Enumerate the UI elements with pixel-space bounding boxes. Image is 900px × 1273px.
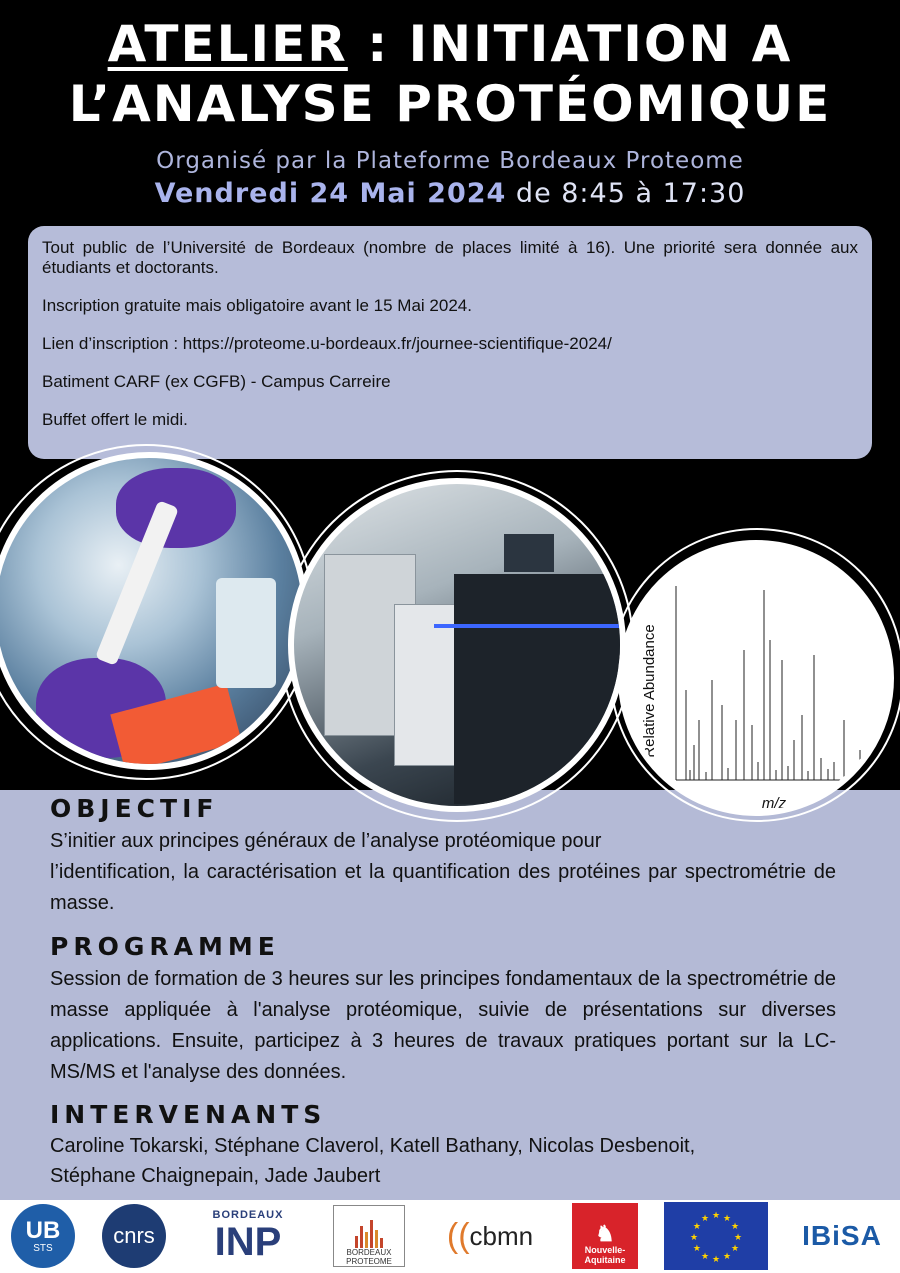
instrument-shape — [454, 574, 626, 804]
info-box — [28, 226, 872, 459]
intervenants-line1: Caroline Tokarski, Stéphane Claverol, Katell Bathany, Nicolas Desbenoit, — [50, 1135, 696, 1157]
spectrum-chart — [624, 546, 888, 810]
title-rest: : INITIATION A — [347, 15, 793, 73]
ub-logo-text: UB — [25, 1216, 61, 1244]
bottle-shape — [216, 578, 276, 688]
monitor-shape — [504, 534, 554, 572]
mass-spectrum-image — [618, 540, 894, 816]
nouvelle-aquitaine-logo — [572, 1204, 638, 1268]
eu-star-icon: ★ — [711, 1211, 721, 1221]
spectrum-axes — [676, 586, 886, 780]
eu-star-icon: ★ — [722, 1252, 732, 1263]
objectif-section — [50, 794, 836, 919]
bordeaux-inp-logo — [198, 1204, 298, 1268]
inp-top-text: BORDEAUX — [212, 1209, 284, 1221]
spectrum-xlabel: m/z — [761, 795, 787, 810]
ub-logo-sub: STS — [33, 1242, 53, 1254]
lab-pipette-photo — [0, 452, 308, 770]
eu-star-icon: ★ — [692, 1222, 701, 1232]
event-time: de 8:45 à 17:30 — [506, 178, 746, 209]
intervenants-section — [50, 1100, 836, 1191]
ub-logo — [8, 1204, 78, 1268]
info-link[interactable]: Lien d’inscription : https://proteome.u-bordeaux.fr/journee-scientifique-2024/ — [42, 334, 612, 353]
mass-spectrometer-photo — [288, 478, 626, 812]
info-audience: Tout public de l’Université de Bordeaux (nombre de places limité à 16). Une priorité sera donnée aux étudiants et doctorants. — [42, 238, 858, 277]
cbmn-bracket-icon: (( — [446, 1217, 470, 1255]
bordeaux-proteome-logo — [330, 1204, 408, 1268]
programme-text: Session de formation de 3 heures sur les principes fondamentaux de la spectrométrie de masse appliquée à l'analyse protéomique, suivie de présentations sur diverses applications. Ensuite, participez à 3 heures de travaux pratiques portant sur la LC-MS/MS et l'analyse des données. — [50, 968, 836, 1083]
title-line2: L’ANALYSE PROTÉOMIQUE — [68, 75, 832, 133]
spectrum-peaks — [686, 590, 880, 780]
eu-star-icon: ★ — [700, 1213, 710, 1224]
eu-star-icon: ★ — [731, 1222, 740, 1232]
proteome-text2: PROTEOME — [346, 1257, 392, 1266]
programme-section — [50, 932, 836, 1088]
objectif-line2: l’identification, la caractérisation et la quantification des protéines par spectrométrie de masse. — [50, 861, 836, 914]
title-word: ATELIER — [107, 15, 348, 73]
objectif-heading: OBJECTIF — [50, 794, 219, 823]
logo-footer — [0, 1200, 900, 1273]
proteome-text1: BORDEAUX — [346, 1248, 392, 1257]
cbmn-text: cbmn — [469, 1220, 534, 1251]
organizer: Organisé par la Plateforme Bordeaux Proteome — [156, 148, 744, 174]
cnrs-logo — [100, 1204, 168, 1268]
info-location: Batiment CARF (ex CGFB) - Campus Carreire — [42, 372, 391, 391]
page-title — [0, 14, 900, 134]
eu-flag-logo — [664, 1204, 768, 1268]
eu-star-icon: ★ — [733, 1233, 743, 1243]
eu-star-icon: ★ — [722, 1213, 732, 1224]
info-buffet: Buffet offert le midi. — [42, 410, 188, 429]
cbmn-logo — [440, 1204, 540, 1268]
eu-star-icon: ★ — [700, 1252, 710, 1263]
inp-text: INP — [214, 1220, 282, 1264]
spectrum-ylabel: Relative Abundance — [641, 624, 658, 758]
eu-star-icon: ★ — [711, 1255, 721, 1265]
eu-flag-icon — [664, 1202, 768, 1270]
info-registration: Inscription gratuite mais obligatoire avant le 15 Mai 2024. — [42, 296, 472, 315]
ibisa-logo: IBiSA — [802, 1220, 882, 1251]
intervenants-line2: Stéphane Chaignepain, Jade Jaubert — [50, 1165, 381, 1187]
objectif-line1: S’initier aux principes généraux de l’analyse protéomique pour — [50, 830, 602, 852]
programme-heading: PROGRAMME — [50, 932, 280, 961]
eu-star-icon: ★ — [692, 1244, 701, 1254]
event-date — [0, 178, 900, 209]
proteome-bars-icon — [355, 1218, 383, 1248]
region-text1: Nouvelle- — [584, 1245, 626, 1255]
eu-star-icon: ★ — [731, 1244, 740, 1254]
light-shape — [434, 624, 626, 628]
eu-star-icon: ★ — [689, 1233, 699, 1243]
event-day: Vendredi 24 Mai 2024 — [154, 178, 507, 209]
cnrs-logo-text: cnrs — [102, 1204, 166, 1268]
intervenants-heading: INTERVENANTS — [50, 1100, 327, 1129]
lion-icon: ♞ — [595, 1221, 615, 1246]
region-text2: Aquitaine — [584, 1255, 626, 1265]
